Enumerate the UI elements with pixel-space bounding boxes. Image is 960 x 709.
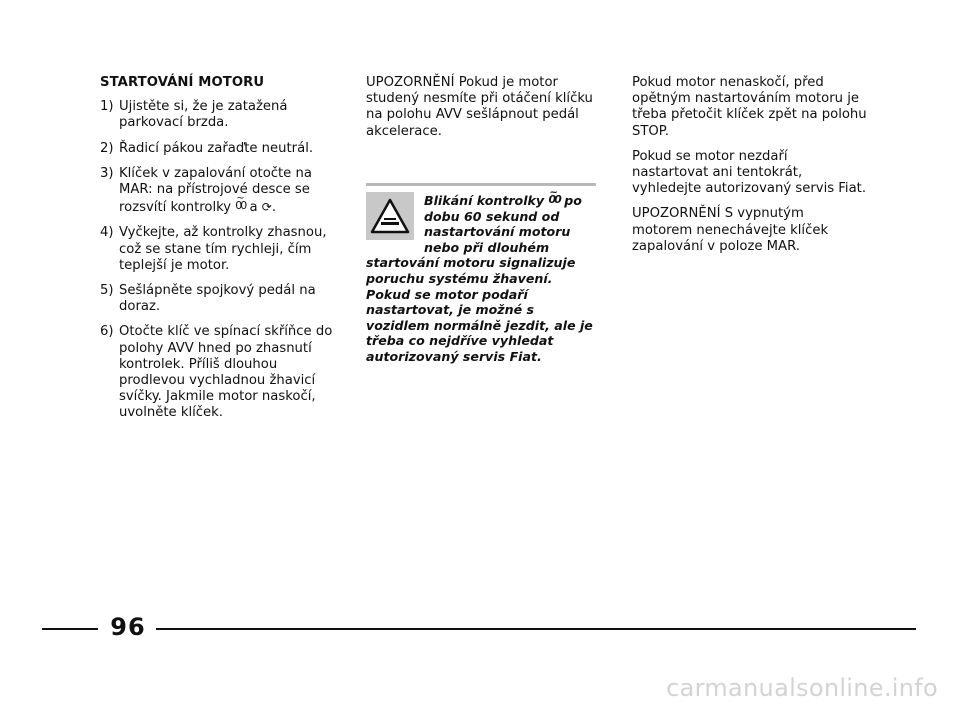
warning-divider xyxy=(366,183,596,186)
watermark: carmanualsonline.info xyxy=(666,674,938,702)
warning-text-part: Blikání kontrolky xyxy=(424,193,549,208)
step-number: 1) xyxy=(100,99,114,115)
paragraph: Pokud se motor nezdaří nastartovat ani tentokrát, vyhledejte autorizovaný servis Fiat. xyxy=(632,148,867,197)
step-text: Sešlápněte spojkový pedál na doraz. xyxy=(119,283,316,315)
paragraph: UPOZORNĚNÍ S vypnutým motorem nenechávejte klíček zapalování v poloze MAR. xyxy=(632,206,829,254)
step-text xyxy=(119,166,335,217)
steps-list xyxy=(100,99,335,421)
warning-paragraph-2: Pokud se motor podaří nastartovat, je možné s vozidlem normálně jezdit, ale je třeba co nejdříve vyhledat autorizovaný servis Fiat. xyxy=(366,286,593,364)
step-text-part: . xyxy=(271,200,277,216)
step-text: Ujistěte si, že je zatažená parkovací brzda. xyxy=(119,99,288,131)
step-text-part: a xyxy=(245,200,262,216)
step-text: Řadicí pákou zařaďte neutrál. xyxy=(119,140,314,156)
glow-plug-icon: 00 ~ xyxy=(235,198,245,214)
step-text: Otočte klíč ve spínací skříňce do polohy AVV hned po zhasnutí kontrolek. Příliš dlouhou prodlevou vychladnou žhavicí svíčky. Jakmile motor naskočí, uvolněte klíček. xyxy=(119,324,333,421)
step-4 xyxy=(100,225,335,274)
step-3 xyxy=(100,166,335,217)
step-number: 2) xyxy=(100,140,114,156)
page-number: 96 xyxy=(110,613,146,641)
footer-rule-left xyxy=(42,628,98,630)
glow-plug-icon: 00 ~ xyxy=(549,192,560,208)
step-number: 4) xyxy=(100,225,114,241)
engine-warning-icon: ⟳ xyxy=(261,200,272,215)
warning-text-part: po dobu 60 sekund od nastartování motoru nebo při dlouhém startování motoru signalizuje poruchu systému žhavení. xyxy=(366,193,582,286)
warning-triangle-icon xyxy=(366,192,414,240)
column-right xyxy=(632,75,867,264)
section-title: STARTOVÁNÍ MOTORU xyxy=(100,75,265,90)
column-middle xyxy=(366,75,598,149)
step-number: 6) xyxy=(100,324,114,340)
column-left xyxy=(100,75,335,431)
paragraph: Pokud motor nenaskočí, před opětným nastartováním motoru je třeba přetočit klíček zpět na polohu STOP. xyxy=(632,75,867,139)
step-5 xyxy=(100,283,335,315)
step-2 xyxy=(100,141,335,157)
step-text-part: Klíček v zapalování otočte na MAR: na přístrojové desce se rozsvítí kontrolky xyxy=(119,165,312,216)
step-number: 3) xyxy=(100,165,114,181)
step-number: 5) xyxy=(100,283,114,299)
footer-rule-right xyxy=(156,628,916,630)
warning-box xyxy=(366,183,596,365)
caution-note: UPOZORNĚNÍ Pokud je motor studený nesmíte při otáčení klíčku na polohu AVV sešlápnout pedál akcelerace. xyxy=(366,75,593,139)
step-text: Vyčkejte, až kontrolky zhasnou, což se stane tím rychleji, čím teplejší je motor. xyxy=(119,225,327,273)
step-6 xyxy=(100,324,335,421)
step-1 xyxy=(100,99,335,131)
